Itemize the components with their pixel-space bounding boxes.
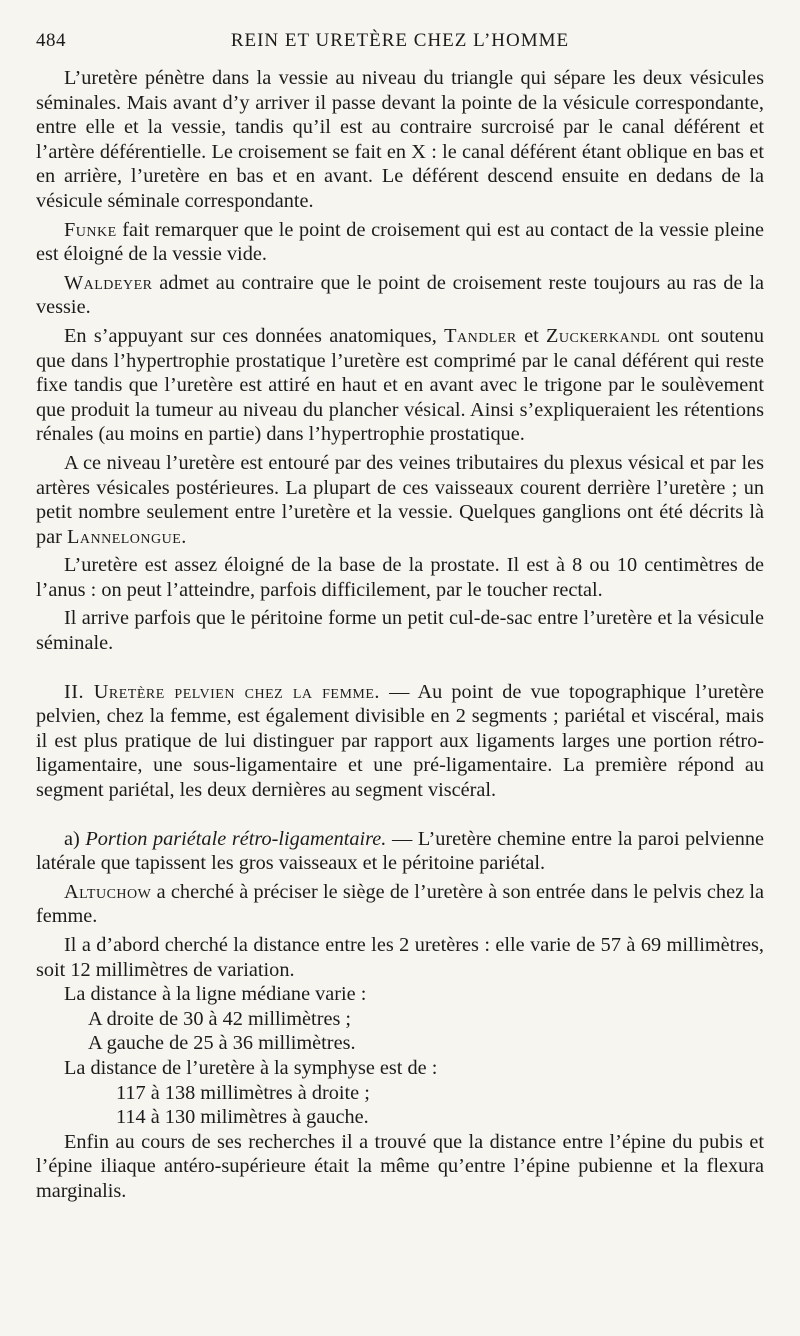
- section-heading-paragraph: [36, 680, 764, 803]
- page-body: [36, 66, 764, 1204]
- paragraph-text: et: [516, 324, 547, 347]
- paragraph-text: ont soutenu que dans l’hypertrophie prostatique l’uretère est comprimé par le canal déférent qui reste fixe tandis que l’uretère est attiré en haut et en avant avec le trigone par le soulèvement que produit la tumeur au niveau du plancher vésical. Ainsi s’expliqueraient les rétentions rénales (au moins en partie) dans l’hypertrophie prostatique.: [36, 324, 764, 446]
- list-item: 114 à 130 milimètres à gauche.: [116, 1106, 369, 1129]
- paragraph-prostate: L’uretère est assez éloigné de la base de la prostate. Il est à 8 ou 10 centimètres de l’anus : on peut l’atteindre, parfois difficilement, par le toucher rectal.: [36, 554, 764, 601]
- paragraph-text: fait remarquer que le point de croisement qui est au contact de la vessie pleine est éloigné de la vessie vide.: [36, 218, 764, 266]
- paragraph-peritoneum: Il arrive parfois que le péritoine forme un petit cul-de-sac entre l’uretère et la vésicule séminale.: [36, 607, 764, 655]
- author-name: Funke: [64, 218, 117, 241]
- page-header: [36, 26, 764, 66]
- list-heading: La distance de l’uretère à la symphyse est de :: [64, 1056, 438, 1079]
- paragraph-distance: Il a d’abord cherché la distance entre les 2 uretères : elle varie de 57 à 69 millimètres, soit 12 millimètres de variation.: [36, 934, 764, 981]
- paragraph-tandler-zuckerkandl: [36, 324, 764, 447]
- paragraph-text: — L’uretère chemine entre la paroi pelvienne latérale que tapissent les gros vaisseaux et le péritoine pariétal.: [36, 827, 764, 875]
- paragraph-text: A ce niveau l’uretère est entouré par des veines tributaires du plexus vésical et par les artères vésicales postérieures. La plupart de ces vaisseaux courent derrière l’uretère ; un petit nombre seulement entre l’uretère et la vessie. Quelques ganglions ont été décrits là par: [36, 451, 764, 548]
- paragraph-waldeyer: [36, 271, 764, 320]
- page-number: 484: [36, 30, 66, 51]
- list-item: 117 à 138 millimètres à droite ;: [116, 1081, 370, 1104]
- paragraph-text: — Au point de vue topographique l’uretère pelvien, chez la femme, est également divisible en 2 segments ; pariétal et viscéral, mais il est plus pratique de lui distinguer par rapport aux ligaments larges une portion rétro-ligamentaire, une sous-ligamentaire et une pré-ligamentaire. La première répond au segment pariétal, les deux dernières au segment viscéral.: [36, 680, 764, 802]
- author-name: Zuckerkandl: [546, 324, 661, 347]
- list-item: A gauche de 25 à 36 millimètres.: [88, 1032, 356, 1055]
- paragraph-ureter-bladder: L’uretère pénètre dans la vessie au niveau du triangle qui sépare les deux vésicules séminales. Mais avant d’y arriver il passe devant la pointe de la vésicule correspondante, entre elle et la vessie, tandis qu’il est au contraire surcroisé par le canal déférent et l’artère déférentielle. Le croisement se fait en X : le canal déférent étant oblique en bas et en arrière, l’uretère en bas et en avant. Le déférent descend ensuite en dedans de la vésicule séminale correspondante.: [36, 67, 764, 212]
- paragraph-text: admet au contraire que le point de croisement reste toujours au ras de la vessie.: [36, 271, 764, 319]
- section-heading: II. Uretère pelvien chez la femme.: [64, 680, 380, 703]
- running-title: REIN ET URETÈRE CHEZ L’HOMME: [230, 30, 570, 51]
- paragraph-text: En s’appuyant sur ces données anatomiques,: [64, 324, 445, 347]
- list-item: A droite de 30 à 42 millimètres ;: [88, 1007, 352, 1030]
- subsection-a-paragraph: [36, 827, 764, 876]
- subsection-title: Portion pariétale rétro-ligamentaire.: [85, 827, 387, 850]
- paragraph-veins: [36, 451, 764, 549]
- paragraph-text: .: [181, 525, 187, 548]
- author-name: Waldeyer: [64, 271, 153, 294]
- paragraph-conclusion: Enfin au cours de ses recherches il a trouvé que la distance entre l’épine du pubis et l’épine iliaque antéro-supérieure était la même qu’entre l’épine pubienne et la flexura marginalis.: [36, 1130, 764, 1202]
- paragraph-altuchow: [36, 880, 764, 929]
- paragraph-funke: [36, 218, 764, 267]
- author-name: Lannelongue: [66, 525, 182, 548]
- author-name: Tandler: [444, 324, 517, 347]
- list-heading: La distance à la ligne médiane varie :: [64, 983, 367, 1006]
- paragraph-text: a cherché à préciser le siège de l’uretère à son entrée dans le pelvis chez la femme.: [36, 880, 764, 928]
- subsection-label: a): [64, 827, 86, 850]
- author-name: Altuchow: [64, 880, 152, 903]
